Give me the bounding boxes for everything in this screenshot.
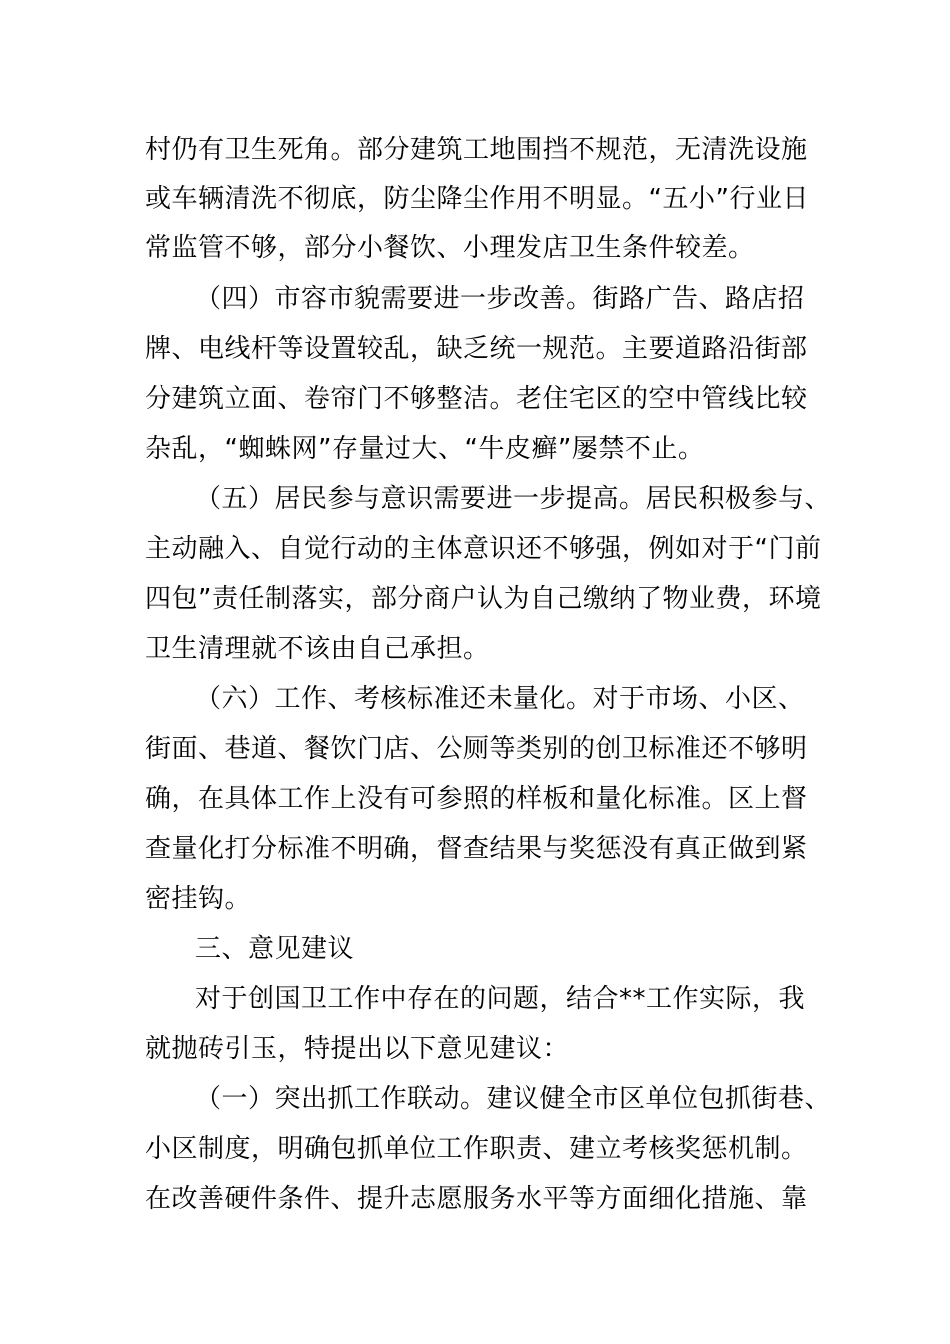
paragraph-heading: （一）突出抓工作联动。建议健全市区单位包抓街巷、 <box>195 1084 832 1114</box>
text-line: 四包”责任制落实，部分商户认为自己缴纳了物业费，环境 <box>145 584 822 614</box>
text-line: 分建筑立面、卷帘门不够整洁。老住宅区的空中管线比较 <box>145 384 808 414</box>
text-line: 对于创国卫工作中存在的问题，结合**工作实际，我 <box>195 984 806 1014</box>
text-line: 卫生清理就不该由自己承担。 <box>145 634 490 664</box>
text-line: 主动融入、自觉行动的主体意识还不够强，例如对于“门前 <box>145 534 822 564</box>
text-line: 小区制度，明确包抓单位工作职责、建立考核奖惩机制。 <box>145 1134 808 1164</box>
paragraph-heading: （五）居民参与意识需要进一步提高。居民积极参与、 <box>195 484 832 514</box>
text-line: 确，在具体工作上没有可参照的样板和量化标准。区上督 <box>145 784 808 814</box>
text-line: 密挂钩。 <box>145 884 252 914</box>
paragraph-heading: （四）市容市貌需要进一步改善。街路广告、路店招 <box>195 284 805 314</box>
text-line: 村仍有卫生死角。部分建筑工地围挡不规范，无清洗设施 <box>145 135 808 165</box>
section-heading: 三、意见建议 <box>195 934 355 964</box>
text-line: 或车辆清洗不彻底，防尘降尘作用不明显。“五小”行业日 <box>145 184 809 214</box>
text-line: 就抛砖引玉，特提出以下意见建议： <box>145 1034 570 1064</box>
text-line: 在改善硬件条件、提升志愿服务水平等方面细化措施、靠 <box>145 1184 808 1214</box>
text-line: 查量化打分标准不明确，督查结果与奖惩没有真正做到紧 <box>145 834 808 864</box>
text-line: 杂乱，“蜘蛛网”存量过大、“牛皮癣”屡禁不止。 <box>145 434 705 464</box>
paragraph-heading: （六）工作、考核标准还未量化。对于市场、小区、 <box>195 684 805 714</box>
text-line: 牌、电线杆等设置较乱，缺乏统一规范。主要道路沿街部 <box>145 334 808 364</box>
text-line: 街面、巷道、餐饮门店、公厕等类别的创卫标准还不够明 <box>145 734 808 764</box>
text-line: 常监管不够，部分小餐饮、小理发店卫生条件较差。 <box>145 233 755 263</box>
